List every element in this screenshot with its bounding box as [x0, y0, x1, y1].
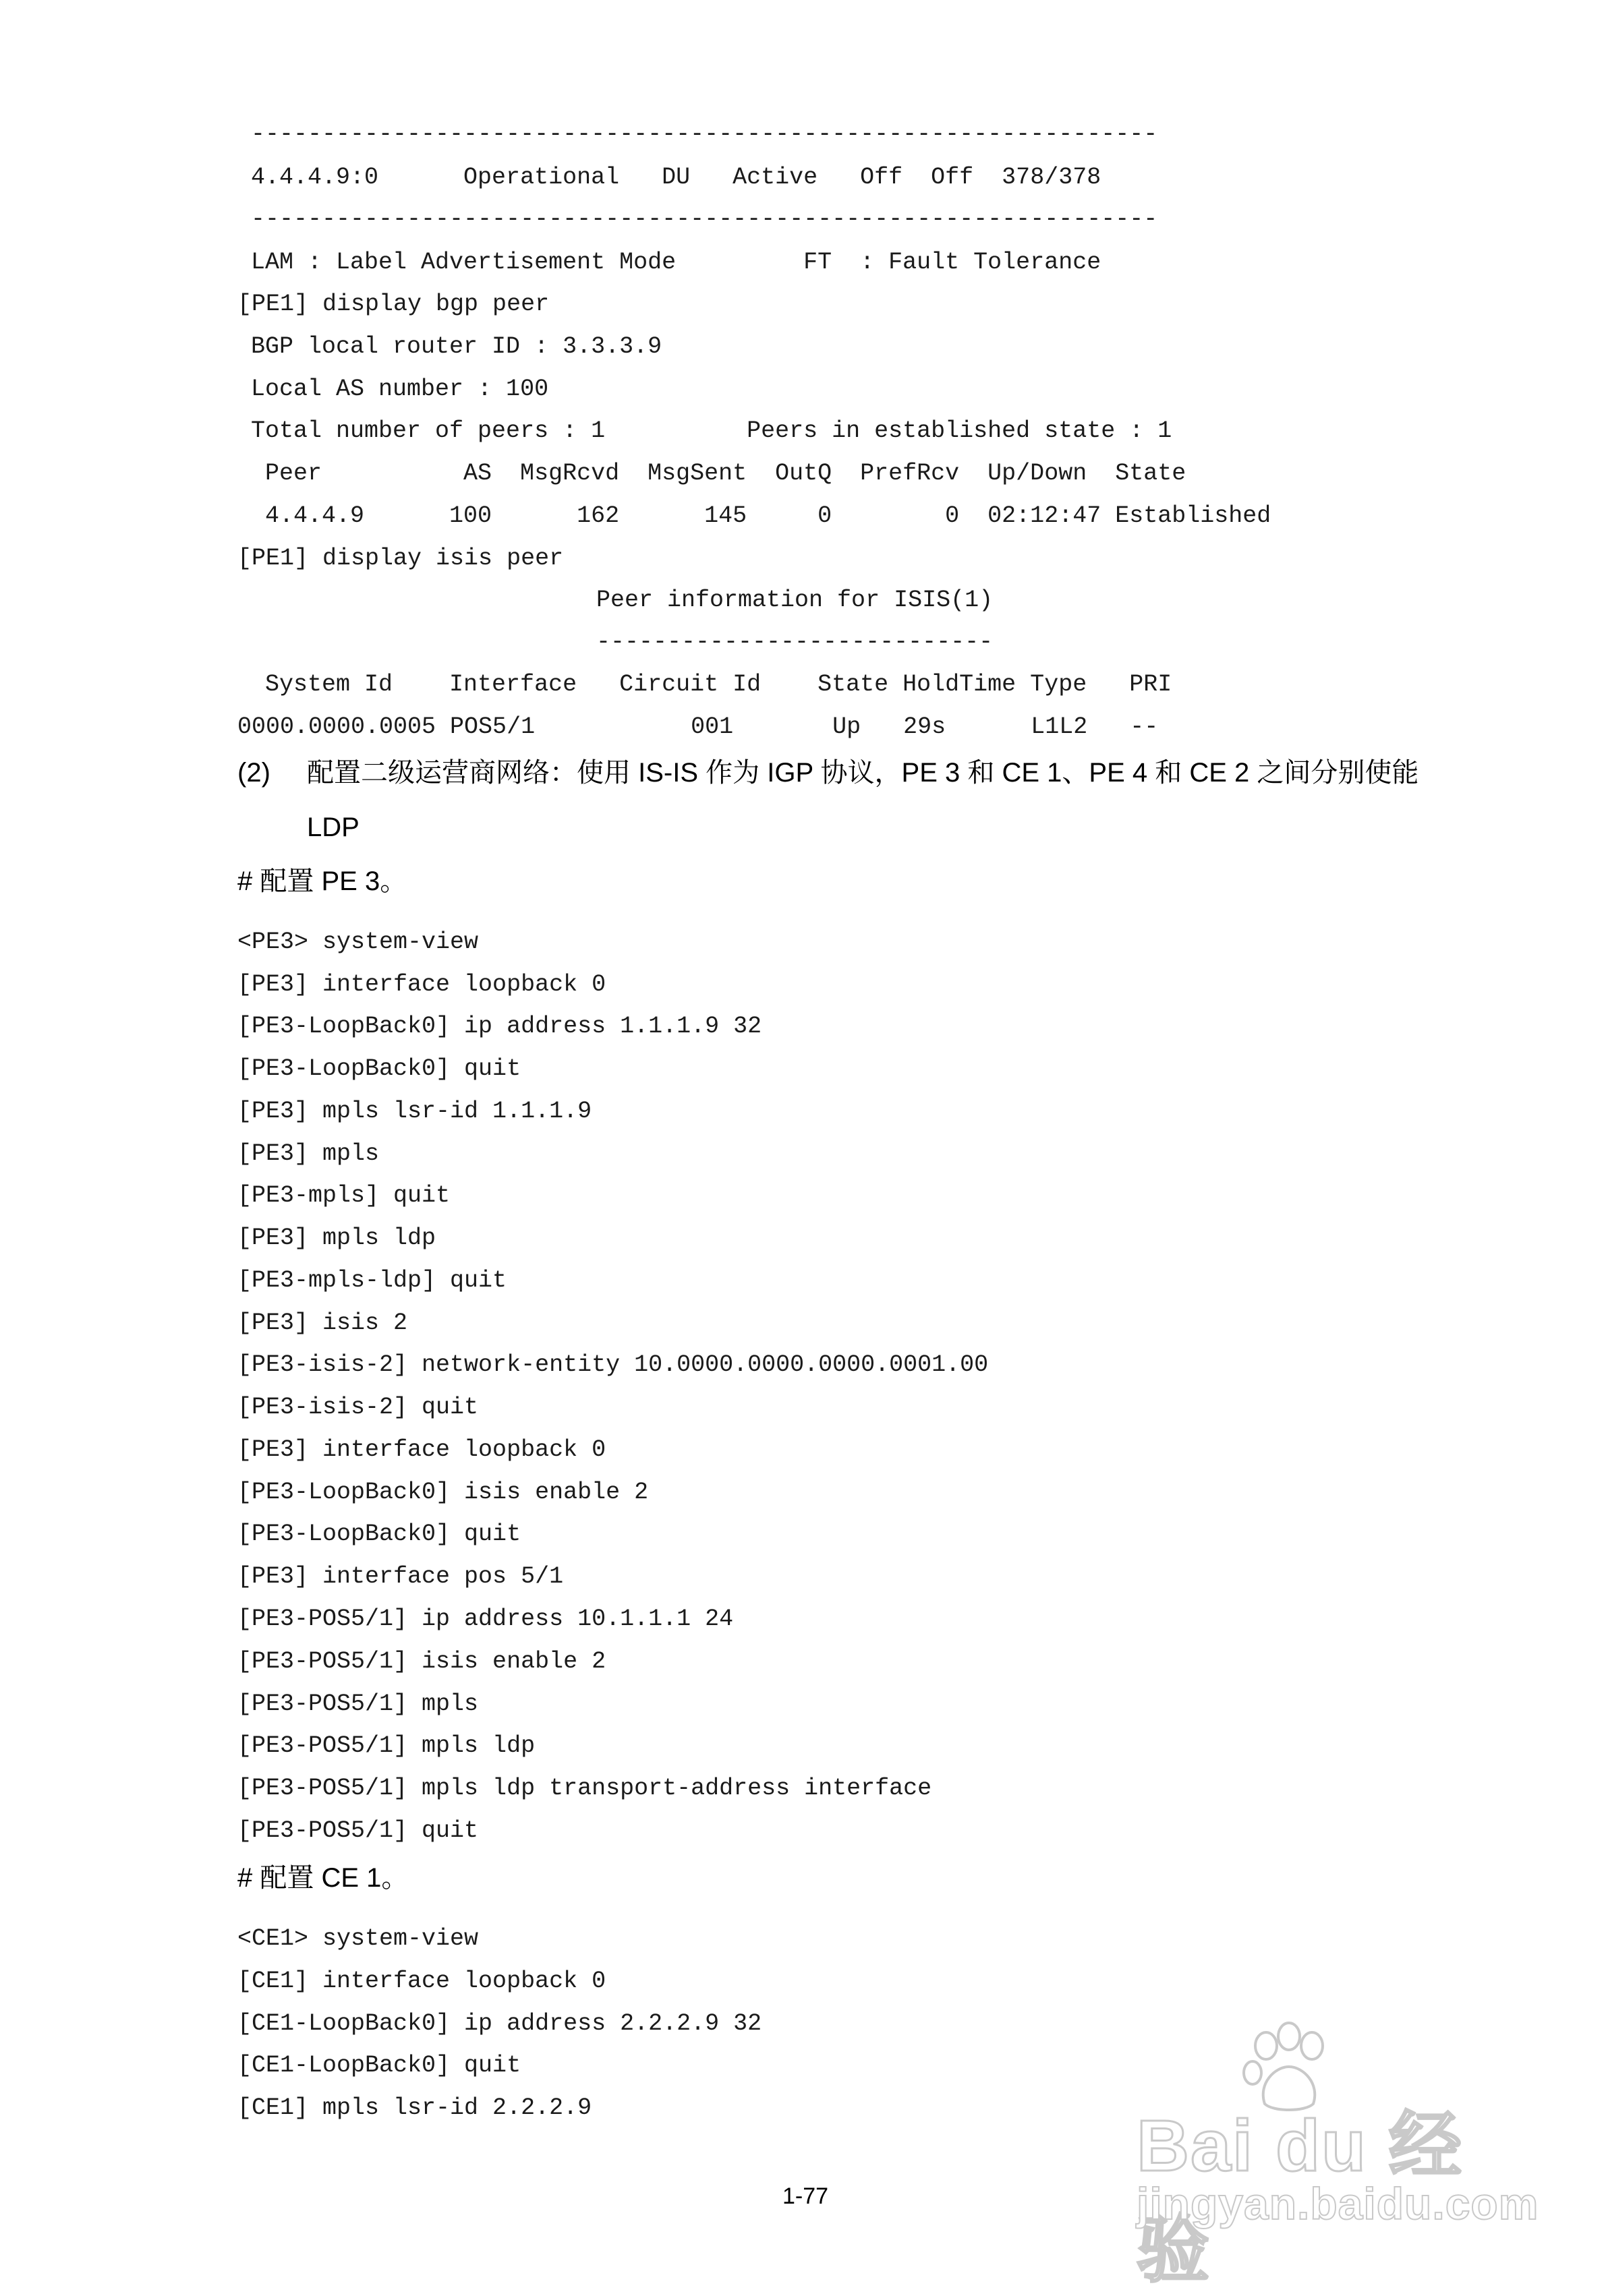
command-line: [PE3] mpls ldp [237, 1225, 436, 1252]
command-line: [PE3] isis 2 [237, 1309, 408, 1336]
command-line: [CE1] interface loopback 0 [237, 1968, 606, 1995]
command-line: [CE1-LoopBack0] ip address 2.2.2.9 32 [237, 2010, 762, 2037]
ldp-legend: LAM : Label Advertisement Mode FT : Fault Tolerance [251, 249, 1101, 276]
separator-line: ---------------------------------------------------------------- [251, 206, 1158, 233]
command-line: [CE1] mpls lsr-id 2.2.2.9 [237, 2094, 592, 2121]
command-line: [PE3] mpls lsr-id 1.1.1.9 [237, 1098, 592, 1125]
separator-line: ---------------------------------------------------------------- [251, 121, 1158, 148]
command-line: [PE3] interface loopback 0 [237, 971, 606, 998]
page-number: 1-77 [782, 2183, 829, 2209]
step-number: (2) [237, 758, 270, 788]
watermark-site: jingyan.baidu.com [1137, 2179, 1539, 2229]
command-line: [PE3-POS5/1] ip address 10.1.1.1 24 [237, 1606, 734, 1632]
step-text: 配置二级运营商网络：使用 IS-IS 作为 IGP 协议，PE 3 和 CE 1、PE 4 和 CE 2 之间分别使能 [307, 758, 1419, 788]
output-line: Total number of peers : 1 Peers in established state : 1 [251, 417, 1172, 444]
watermark-brand: Bai du 经验 [1137, 2104, 1464, 2291]
section-heading: # 配置 CE 1。 [237, 1863, 409, 1893]
output-line: BGP local router ID : 3.3.3.9 [251, 333, 662, 360]
output-line: Local AS number : 100 [251, 376, 549, 403]
step-text-continuation: LDP [307, 813, 360, 842]
command-line: [CE1-LoopBack0] quit [237, 2052, 521, 2079]
ldp-session-row: 4.4.4.9:0 Operational DU Active Off Off 378/378 [251, 164, 1101, 191]
command-line: [PE1] display bgp peer [237, 291, 550, 318]
command-line: [PE1] display isis peer [237, 545, 564, 572]
isis-peer-row: 0000.0000.0005 POS5/1 001 Up 29s L1L2 -- [237, 713, 1159, 740]
command-line: [PE3-LoopBack0] quit [237, 1521, 521, 1548]
command-line: [PE3] mpls [237, 1140, 380, 1167]
command-line: [PE3-LoopBack0] ip address 1.1.1.9 32 [237, 1013, 762, 1040]
command-line: [PE3-mpls-ldp] quit [237, 1267, 507, 1294]
command-line: [PE3-isis-2] quit [237, 1394, 479, 1421]
isis-peer-title: Peer information for ISIS(1) [596, 587, 994, 614]
watermark [1137, 2016, 1539, 2291]
command-line: [PE3-POS5/1] mpls ldp transport-address interface [237, 1775, 932, 1802]
section-heading: # 配置 PE 3。 [237, 866, 407, 896]
isis-peer-header: System Id Interface Circuit Id State HoldTime Type PRI [265, 671, 1172, 698]
command-line: [PE3-POS5/1] quit [237, 1817, 479, 1844]
command-line: [PE3-LoopBack0] quit [237, 1055, 521, 1082]
command-line: <PE3> system-view [237, 929, 479, 955]
separator-line: ---------------------------- [596, 628, 994, 655]
bgp-peer-header: Peer AS MsgRcvd MsgSent OutQ PrefRcv Up/Down State [265, 460, 1186, 487]
command-line: [PE3-POS5/1] isis enable 2 [237, 1648, 606, 1675]
command-line: [PE3-POS5/1] mpls [237, 1690, 479, 1717]
command-line: [PE3-mpls] quit [237, 1182, 451, 1209]
bgp-peer-row: 4.4.4.9 100 162 145 0 0 02:12:47 Established [265, 502, 1271, 529]
command-line: [PE3] interface pos 5/1 [237, 1563, 564, 1590]
command-line: [PE3-isis-2] network-entity 10.0000.0000.0000.0001.00 [237, 1351, 989, 1378]
command-line: [PE3-POS5/1] mpls ldp [237, 1732, 536, 1759]
command-line: [PE3] interface loopback 0 [237, 1436, 606, 1463]
command-line: [PE3-LoopBack0] isis enable 2 [237, 1479, 649, 1506]
command-line: <CE1> system-view [237, 1925, 479, 1952]
